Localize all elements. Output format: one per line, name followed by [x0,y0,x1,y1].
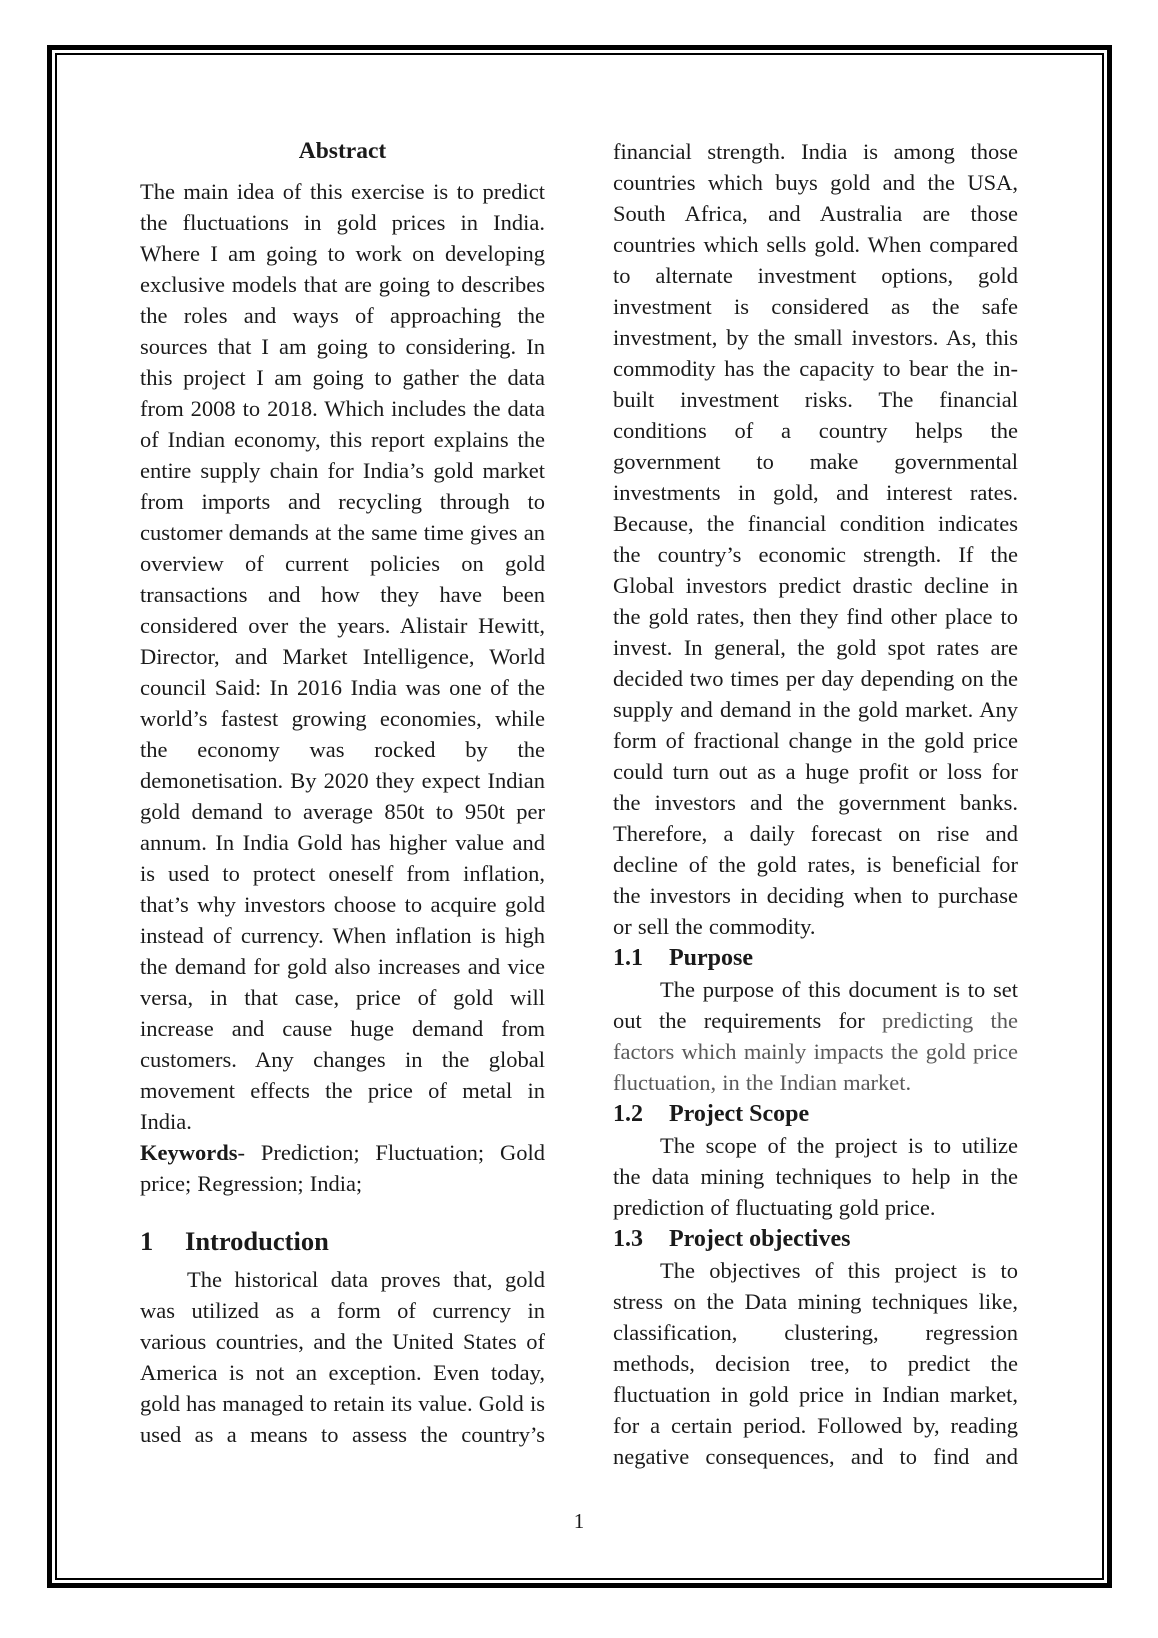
keywords-text: - Prediction; Fluctuation; Gold price; Regression; India; [140,1140,545,1196]
introduction-heading [140,1225,545,1258]
introduction-paragraph: The historical data proves that, gold was utilized as a form of currency in various countries, and the United States of America is not an exception. Even today, gold has managed to retain its value. Gold is used as a means to assess the country’s [140,1267,545,1447]
right-column [613,136,1018,1472]
page-content [140,136,1018,1472]
page-number: 1 [573,1509,585,1533]
keywords-line [140,1137,545,1199]
objectives-heading-number: 1.3 [613,1226,643,1252]
purpose-heading [613,943,1018,974]
objectives-heading [613,1224,1018,1255]
purpose-text-muted: predicting the factors which mainly impacts the gold price fluctuation, in the Indian market. [613,1008,1018,1095]
scope-paragraph: The scope of the project is to utilize the data mining techniques to help in the prediction of fluctuating gold price. [613,1133,1018,1220]
keywords-label: Keywords [140,1140,238,1165]
introduction-heading-title: Introduction [185,1226,329,1256]
purpose-text: The purpose of this document is to set out the requirements for [613,977,1018,1033]
introduction-heading-number: 1 [140,1226,154,1256]
scope-heading-title: Project Scope [669,1101,810,1127]
objectives-paragraph: The objectives of this project is to stress on the Data mining techniques like, classification, clustering, regression methods, decision tree, to predict the fluctuation in gold price in Indian market, for a certain period. Followed by, reading negative consequences, and to find and [613,1258,1018,1469]
scope-heading [613,1099,1018,1130]
abstract-paragraph: The main idea of this exercise is to predict the fluctuations in gold prices in India. Where I am going to work on developing exclusive models that are going to describes the roles and ways of approaching the sources that I am going to considering. In this project I am going to gather the data from 2008 to 2018. Which includes the data of Indian economy, this report explains the entire supply chain for India’s gold market from imports and recycling through to customer demands at the same time gives an overview of current policies on gold transactions and how they have been considered over the years. Alistair Hewitt, Director, and Market Intelligence, World council Said: In 2016 India was one of the world’s fastest growing economies, while the economy was rocked by the demonetisation. By 2020 they expect Indian gold demand to average 850t to 950t per annum. In India Gold has higher value and is used to protect oneself from inflation, that’s why investors choose to acquire gold instead of currency. When inflation is high the demand for gold also increases and vice versa, in that case, price of gold will increase and cause huge demand from customers. Any changes in the global movement effects the price of metal in India. [140,179,545,1134]
purpose-heading-number: 1.1 [613,945,643,971]
scope-heading-number: 1.2 [613,1101,643,1127]
objectives-heading-title: Project objectives [669,1226,851,1252]
left-column [140,136,545,1472]
abstract-heading: Abstract [298,138,387,164]
purpose-paragraph [613,974,1018,1098]
purpose-heading-title: Purpose [669,945,753,971]
continuation-paragraph: financial strength. India is among those countries which buys gold and the USA, South Africa, and Australia are those countries which sells gold. When compared to alternate investment options, gold investment is considered as the safe investment, by the small investors. As, this commodity has the capacity to bear the in-built investment risks. The financial conditions of a country helps the government to make governmental investments in gold, and interest rates. Because, the financial condition indicates the country’s economic strength. If the Global investors predict drastic decline in the gold rates, then they find other place to invest. In general, the gold spot rates are decided two times per day depending on the supply and demand in the gold market. Any form of fractional change in the gold price could turn out as a huge profit or loss for the investors and the government banks. Therefore, a daily forecast on rise and decline of the gold rates, is beneficial for the investors in deciding when to purchase or sell the commodity. [613,139,1018,939]
